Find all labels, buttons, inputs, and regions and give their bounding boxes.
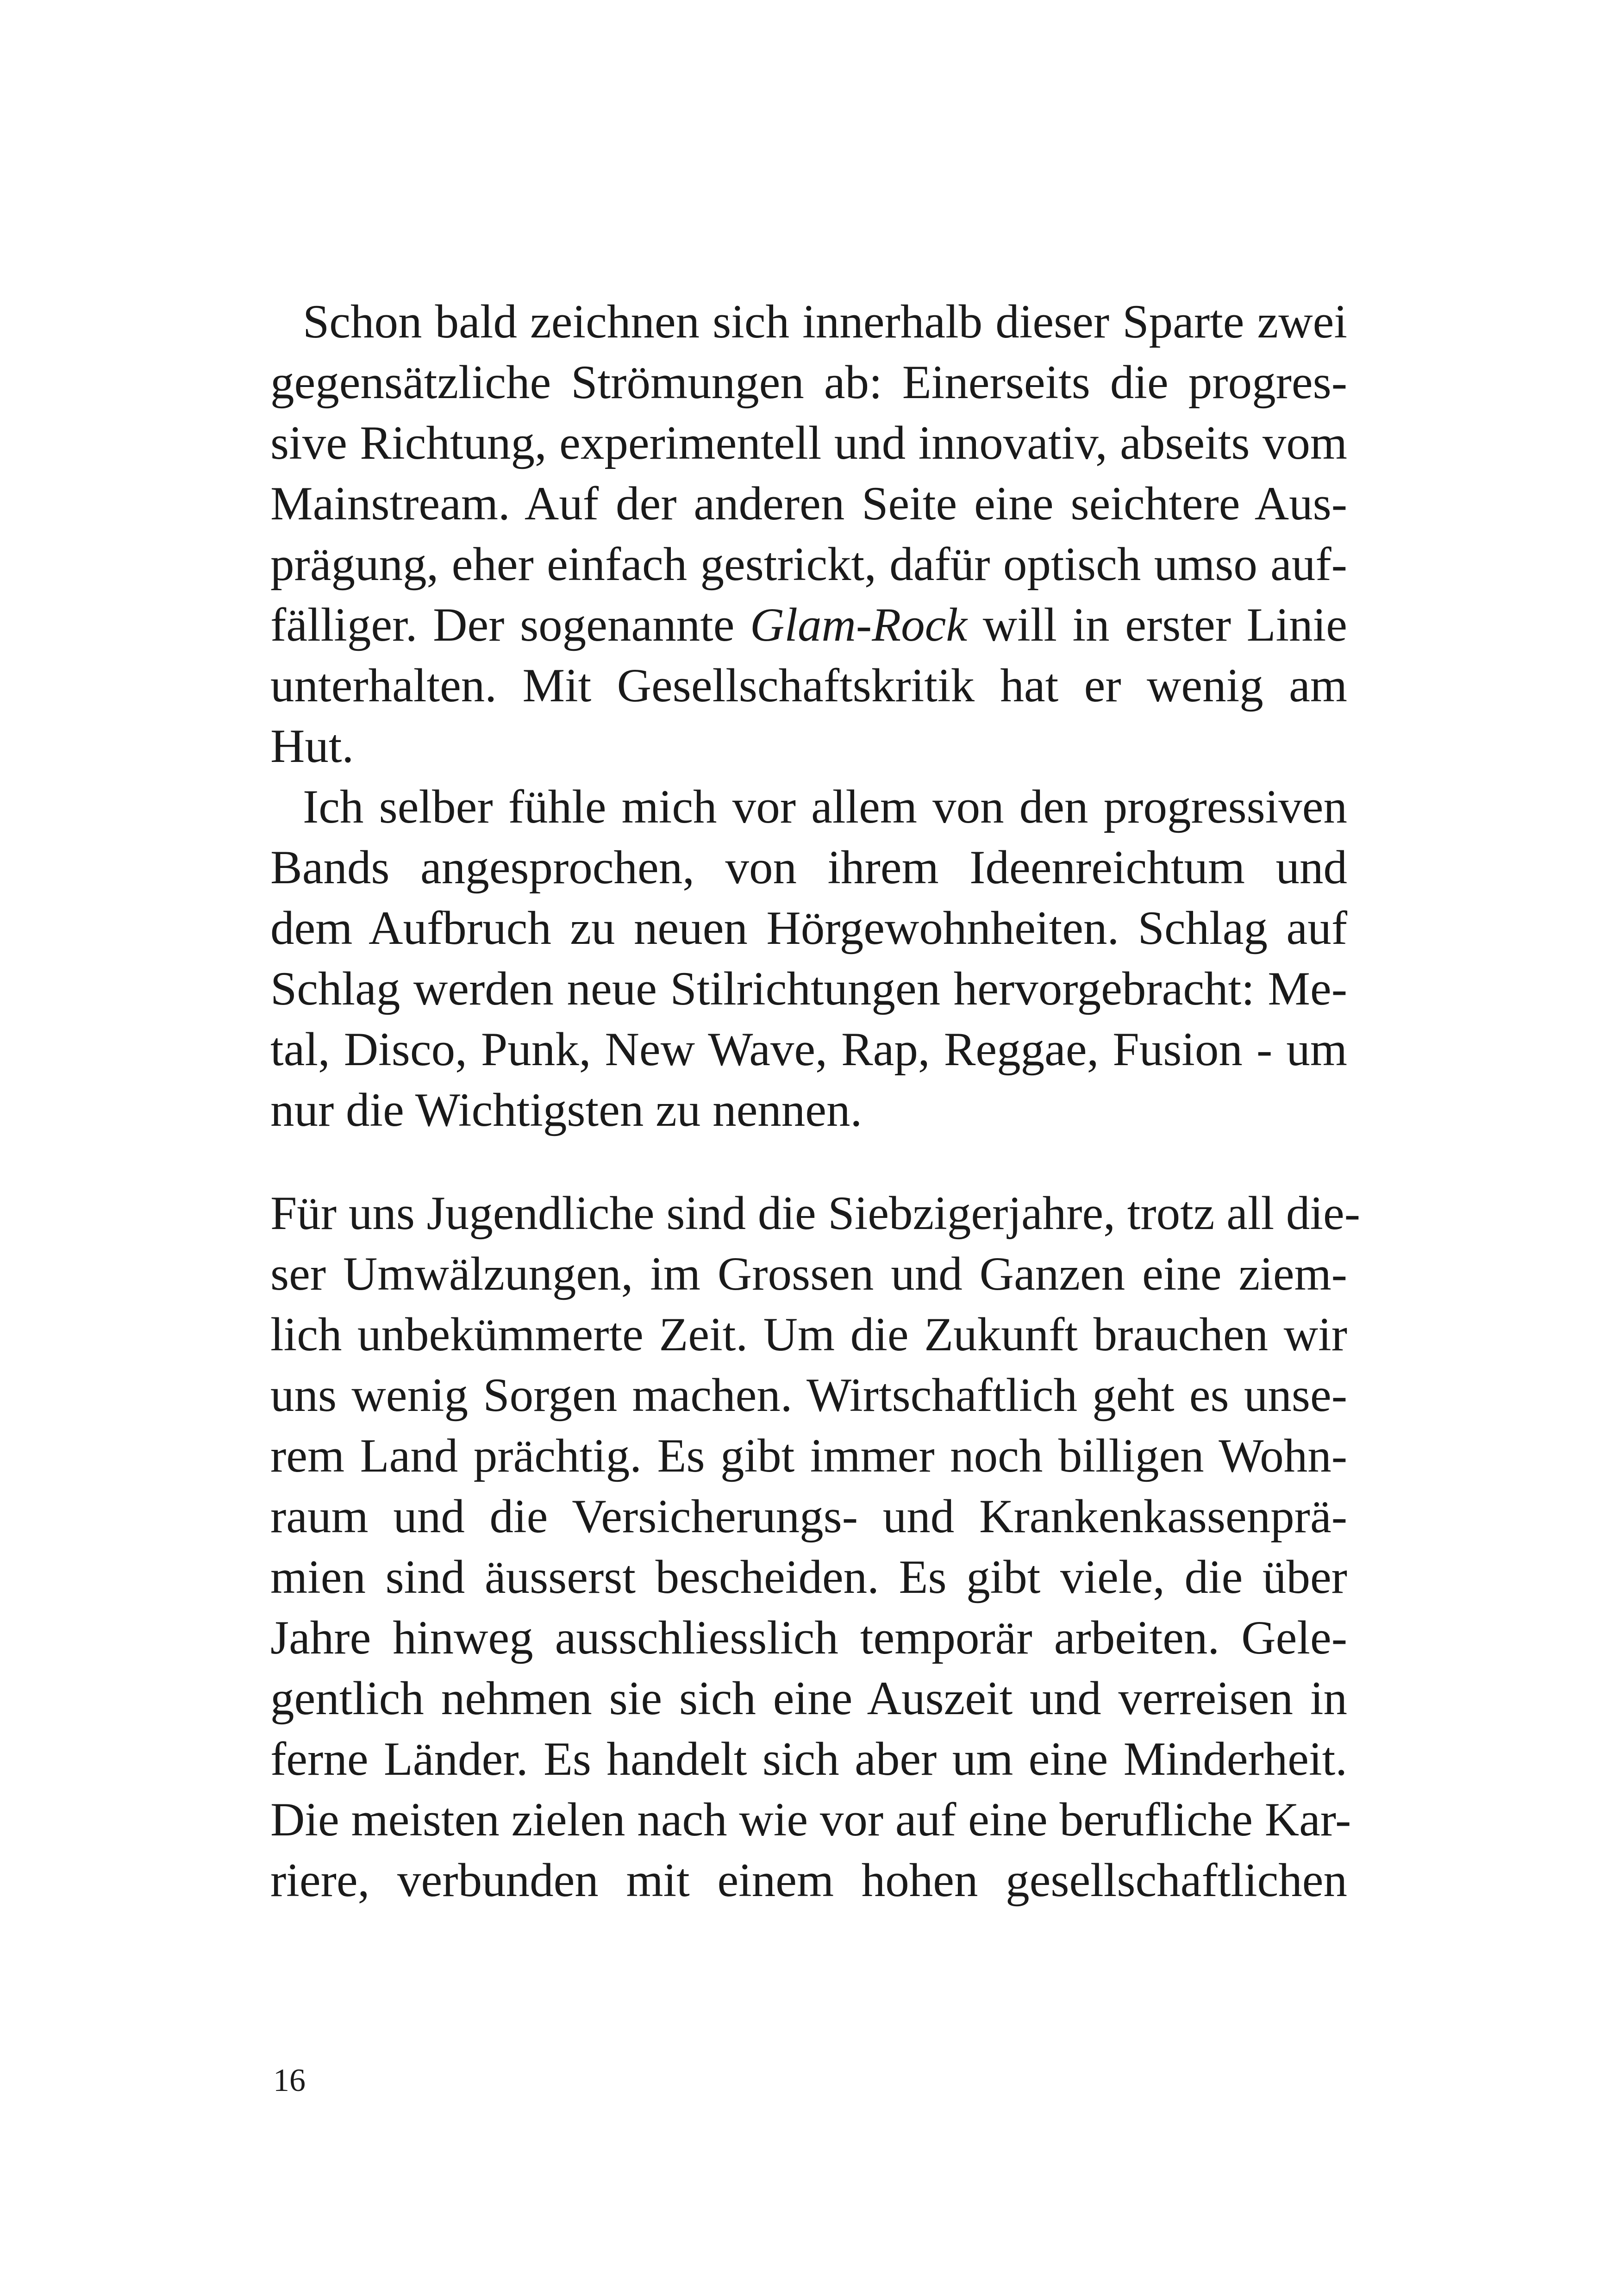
text-line: ser Umwälzungen, im Grossen und Ganzen eine ziem- — [270, 1248, 1347, 1300]
text-fragment: will in erster Linie — [967, 599, 1347, 651]
text-line: rem Land prächtig. Es gibt immer noch billigen Wohn- — [270, 1429, 1347, 1482]
text-fragment: fälliger. Der sogenannte — [270, 599, 750, 651]
text-line: dem Aufbruch zu neuen Hörgewohnheiten. Schlag auf — [270, 902, 1347, 955]
text-line: riere, verbunden mit einem hohen gesellschaftlichen — [270, 1854, 1347, 1907]
text-line: uns wenig Sorgen machen. Wirtschaftlich geht es unse- — [270, 1369, 1347, 1422]
text-line: nur die Wichtigsten zu nennen. — [270, 1084, 863, 1136]
paragraph-1 — [270, 292, 1347, 777]
text-line — [270, 595, 1347, 655]
text-line: Schlag werden neue Stilrichtungen hervorgebracht: Me- — [270, 962, 1347, 1015]
text-line: Hut. — [270, 720, 354, 773]
text-line: Schon bald zeichnen sich innerhalb dieser Sparte zwei — [303, 295, 1347, 348]
paragraph-3 — [270, 1183, 1361, 1911]
text-line: mien sind äusserst bescheiden. Es gibt viele, die über — [270, 1551, 1347, 1603]
text-line: sive Richtung, experimentell und innovativ, abseits vom — [270, 417, 1347, 469]
text-line: tal, Disco, Punk, New Wave, Rap, Reggae, Fusion - um — [270, 1023, 1347, 1076]
text-line: prägung, eher einfach gestrickt, dafür optisch umso auf- — [270, 538, 1347, 591]
text-line: Mainstream. Auf der anderen Seite eine seichtere Aus- — [270, 477, 1347, 530]
text-line: raum und die Versicherungs- und Krankenkassenprä- — [270, 1490, 1347, 1543]
body-text — [270, 292, 1361, 1911]
page-number: 16 — [273, 2063, 306, 2098]
text-line: Ich selber fühle mich vor allem von den progressiven — [303, 780, 1347, 833]
text-line: ferne Länder. Es handelt sich aber um eine Minderheit. — [270, 1733, 1347, 1785]
text-line: lich unbekümmerte Zeit. Um die Zukunft brauchen wir — [270, 1308, 1347, 1361]
text-line: Für uns Jugendliche sind die Siebzigerjahre, trotz all die- — [270, 1187, 1361, 1240]
paragraph-2 — [270, 777, 1347, 1141]
text-line: Bands angesprochen, von ihrem Ideenreichtum und — [270, 841, 1347, 894]
italic-term: Glam-Rock — [750, 599, 968, 651]
text-line: unterhalten. Mit Gesellschaftskritik hat er wenig am — [270, 659, 1347, 712]
text-line: gegensätzliche Strömungen ab: Einerseits die progres- — [270, 356, 1347, 409]
paragraph-spacer — [270, 1141, 1347, 1183]
text-line: Jahre hinweg ausschliesslich temporär arbeiten. Gele- — [270, 1611, 1347, 1664]
text-line: gentlich nehmen sie sich eine Auszeit und verreisen in — [270, 1672, 1347, 1725]
text-line: Die meisten zielen nach wie vor auf eine berufliche Kar- — [270, 1793, 1351, 1846]
